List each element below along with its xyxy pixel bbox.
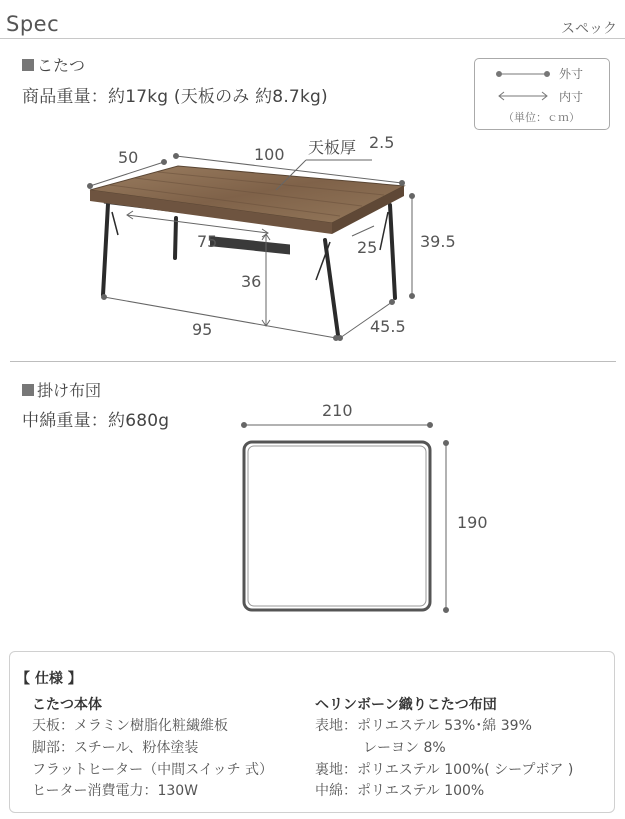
futon-weight: 中綿重量：約680g (22, 411, 170, 431)
dim-width-top: 100 (254, 145, 285, 164)
spec-heading: 【 仕様 】 (16, 671, 82, 687)
dim-bottom-width: 95 (192, 320, 213, 339)
spec-box (9, 651, 615, 813)
futon-heading-label: 掛け布団 (37, 381, 102, 400)
kotatsu-diagram (0, 130, 625, 360)
square-bullet-icon (22, 384, 34, 396)
spec-right-title: ヘリンボーン織りこたつ布団 (315, 697, 497, 713)
spec-right-line: レーヨン 8% (363, 740, 446, 756)
spec-left-line: ヒーター消費電力：130W (32, 783, 199, 799)
dim-thickness-label: 天板厚 (308, 138, 357, 157)
dim-thickness: 2.5 (369, 133, 395, 152)
page-title-jp: スペック (561, 21, 617, 37)
spec-left-line: 天板：メラミン樹脂化粧繊維板 (32, 718, 228, 734)
spec-left-line: フラットヒーター（中間スイッチ 式） (32, 762, 274, 778)
dim-futon-width: 210 (322, 401, 353, 420)
dim-bottom-depth: 45.5 (370, 317, 406, 336)
kotatsu-heading-label: こたつ (37, 56, 86, 75)
legend-box (474, 58, 610, 130)
futon-heading (22, 378, 101, 401)
dim-depth-top: 50 (118, 148, 139, 167)
spec-right-line: 表地：ポリエステル 53%･綿 39% (315, 718, 532, 734)
legend-unit-label: （単位：ｃｍ） (503, 111, 580, 124)
dim-inner-depth: 25 (357, 238, 378, 257)
spec-right-line: 中綿：ポリエステル 100% (315, 783, 485, 799)
section-divider (10, 361, 616, 362)
dim-futon-height: 190 (457, 513, 488, 532)
square-bullet-icon (22, 59, 34, 71)
page-title: Spec (6, 12, 60, 36)
legend-inner-label: 内寸 (559, 90, 584, 104)
legend-outer-label: 外寸 (559, 67, 584, 81)
futon-shape (244, 442, 430, 610)
kotatsu-weight: 商品重量：約17kg (天板のみ 約8.7kg) (22, 87, 328, 107)
spec-left-title: こたつ本体 (32, 697, 102, 713)
spec-left-line: 脚部：スチール、粉体塗装 (32, 740, 199, 756)
dim-inner-height: 36 (241, 272, 262, 291)
header-divider (0, 38, 625, 39)
kotatsu-heading (22, 53, 85, 76)
dim-height: 39.5 (420, 232, 456, 251)
futon-diagram (230, 415, 470, 630)
spec-right-line: 裏地：ポリエステル 100%( シープボア ) (315, 762, 574, 778)
dim-inner-width: 75 (197, 232, 218, 251)
